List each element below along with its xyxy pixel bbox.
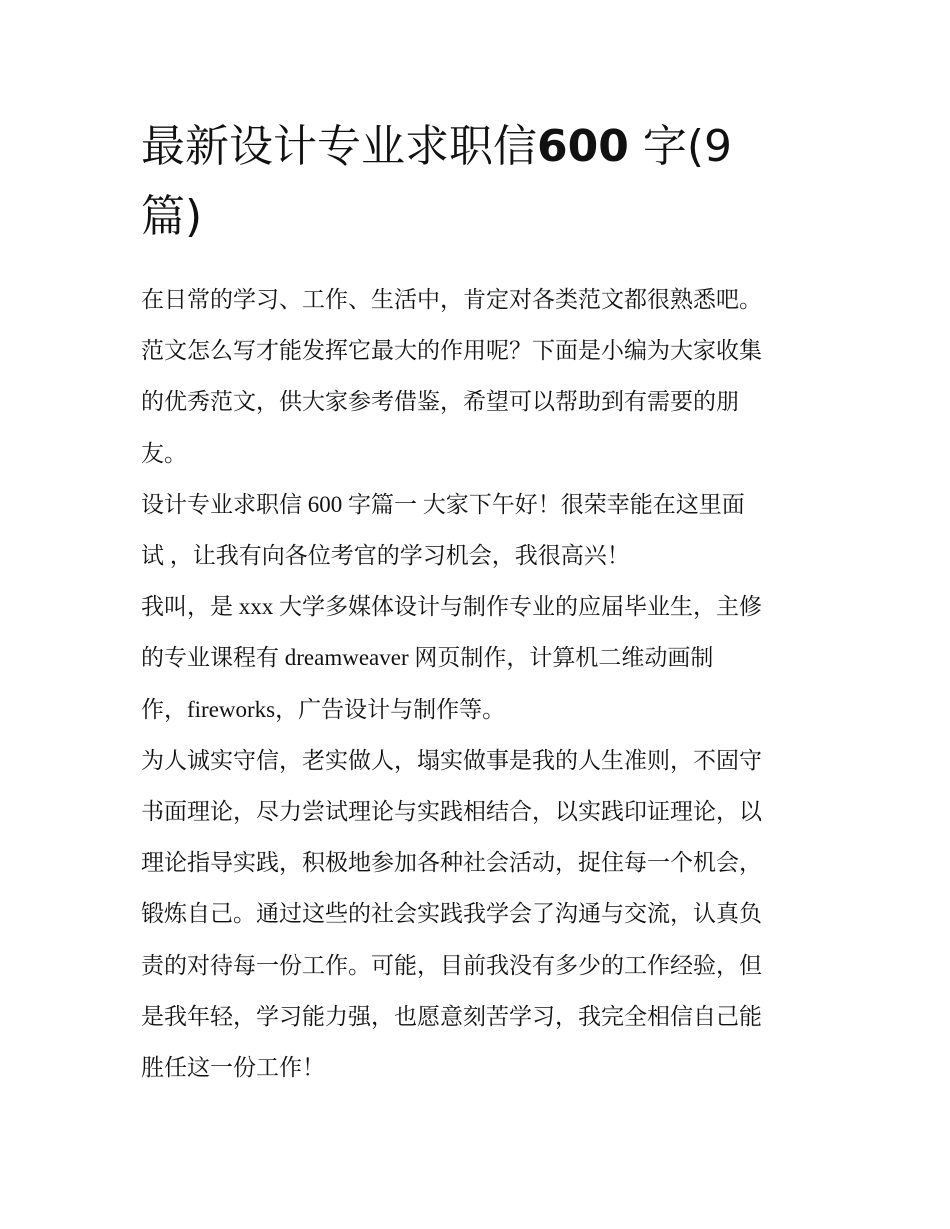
title-line-2: 篇)	[141, 191, 203, 242]
paragraph-line: 在日常的学习、工作、生活中，肯定对各类范文都很熟悉吧。	[141, 287, 762, 312]
paragraph-intro	[141, 274, 816, 479]
paragraph-line: 我叫，是 xxx 大学多媒体设计与制作专业的应届毕业生，主修	[141, 594, 762, 620]
title-number: 600	[537, 121, 629, 172]
document-title	[141, 112, 816, 252]
paragraph-line: 责的对待每一份工作。可能，目前我没有多少的工作经验，但	[141, 952, 762, 978]
paragraph-line: 理论指导实践，积极地参加各种社会活动，捉住每一个机会，	[141, 850, 762, 876]
paragraph-line: 作，fireworks，广告设计与制作等。	[141, 696, 506, 722]
paragraph-line: 书面理论，尽力尝试理论与实践相结合，以实践印证理论，以	[141, 799, 762, 825]
paragraph-line: 的优秀范文，供大家参考借鉴，希望可以帮助到有需要的朋	[141, 389, 739, 415]
paragraph-greeting	[141, 479, 816, 581]
paragraph-line: 为人诚实守信，老实做人，塌实做事是我的人生准则，不固守	[141, 747, 762, 773]
title-text: 最新设计专业求职信	[141, 121, 537, 172]
title-line-1	[141, 112, 816, 182]
paragraph-line: 试 ，让我有向各位考官的学习机会，我很高兴！	[141, 543, 630, 569]
paragraph-introduction	[141, 581, 816, 735]
document-body	[141, 112, 816, 1093]
title-text-end: 字(9	[642, 121, 733, 172]
paragraph-line: 设计专业求职信 600 字篇一 大家下午好！很荣幸能在这里面	[141, 491, 745, 517]
paragraph-character	[141, 735, 816, 1093]
paragraph-line: 的专业课程有 dreamweaver 网页制作，计算机二维动画制	[141, 645, 714, 671]
paragraph-line: 胜任这一份工作！	[141, 1055, 325, 1081]
paragraph-line: 范文怎么写才能发挥它最大的作用呢？下面是小编为大家收集	[141, 338, 762, 364]
paragraph-line: 是我年轻，学习能力强，也愿意刻苦学习，我完全相信自己能	[141, 1003, 762, 1029]
paragraph-line: 锻炼自己。通过这些的社会实践我学会了沟通与交流，认真负	[141, 901, 762, 927]
paragraph-line: 友。	[141, 440, 187, 466]
